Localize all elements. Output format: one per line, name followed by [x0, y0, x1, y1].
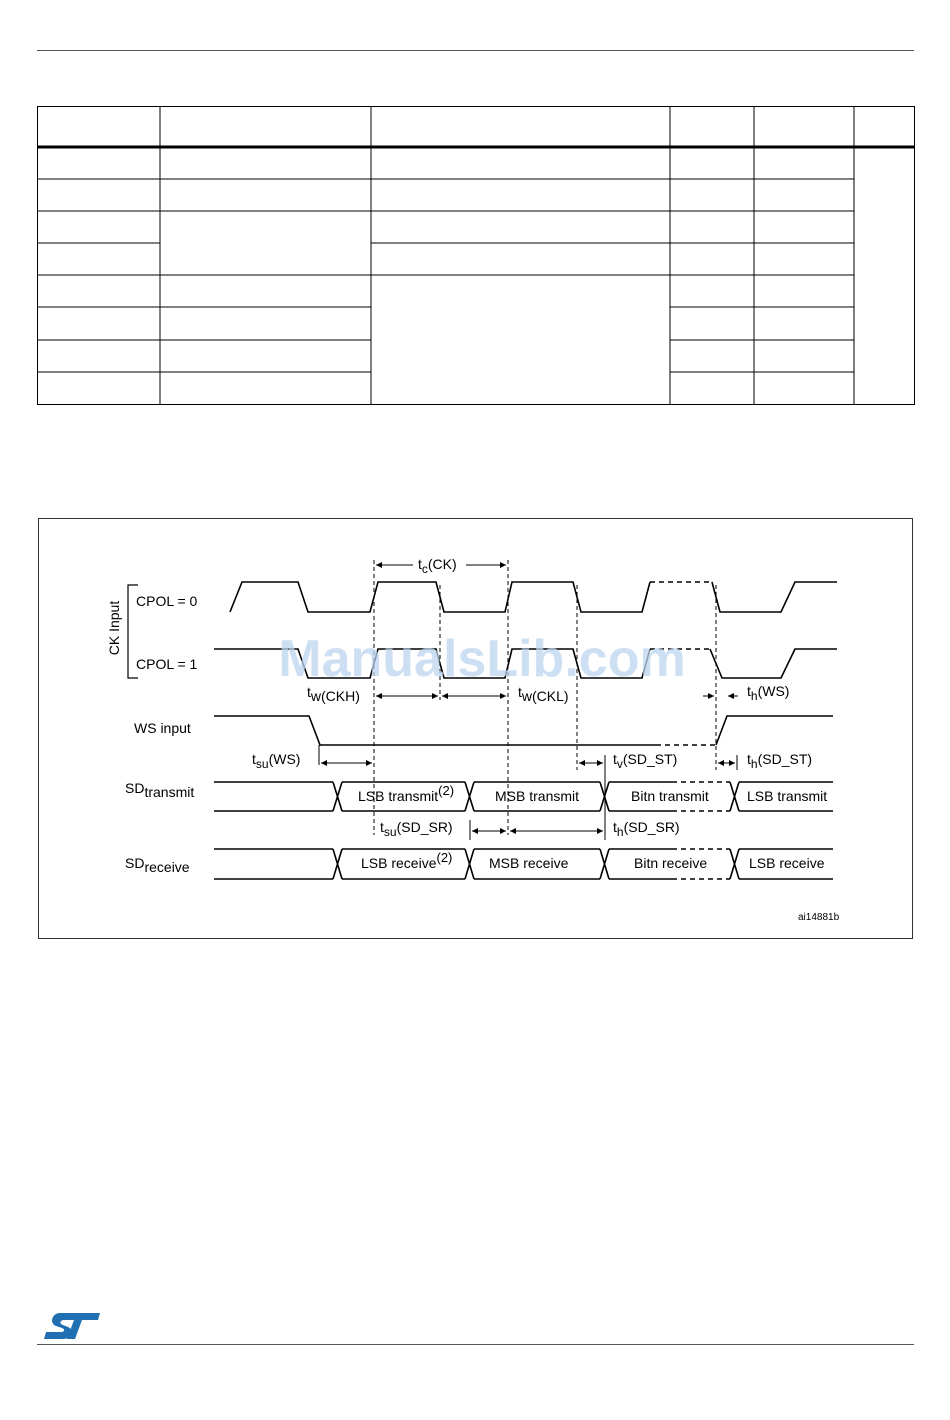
tv-sdst-label: tv(SD_ST) — [613, 751, 678, 771]
ck-input-label: CK Input — [106, 600, 122, 656]
sd-transmit-label: SDtransmit — [125, 780, 195, 800]
figure-id: ai14881b — [798, 912, 840, 923]
cpol1-label: CPOL = 1 — [136, 656, 198, 672]
sd-receive-label: SDreceive — [125, 855, 190, 875]
sdt-bitn-cell: Bitn transmit — [631, 788, 709, 804]
cpol0-label: CPOL = 0 — [136, 593, 198, 609]
tsu-sdsr-label: tsu(SD_SR) — [380, 819, 453, 839]
sdr-bitn-cell: Bitn receive — [634, 855, 708, 871]
sdt-msb-cell: MSB transmit — [495, 788, 580, 804]
watermark: ManualsLib.com — [278, 630, 686, 688]
tc-label: tc(CK) — [418, 556, 457, 576]
th-sdst-label: th(SD_ST) — [747, 751, 813, 771]
sdr-lsb-cell: LSB receive(2) — [361, 850, 453, 871]
timing-diagram — [38, 518, 914, 940]
empty-table — [37, 106, 915, 406]
sdr-lsb2-cell: LSB receive — [749, 855, 825, 871]
tsu-ws-label: tsu(WS) — [252, 751, 301, 771]
table-border — [38, 107, 915, 405]
st-logo-mark — [44, 1313, 100, 1339]
footer-rule — [37, 1344, 914, 1345]
sdt-lsb2-cell: LSB transmit — [747, 788, 828, 804]
sdt-lsb-cell: LSB transmit(2) — [358, 783, 455, 804]
th-sdsr-label: th(SD_SR) — [613, 819, 680, 839]
st-logo — [44, 1311, 102, 1341]
ws-input-label: WS input — [134, 720, 191, 736]
th-ws-label: th(WS) — [747, 683, 790, 703]
header-rule — [37, 50, 914, 51]
sdr-msb-cell: MSB receive — [489, 855, 569, 871]
tw-ckl-label: tw(CKL) — [518, 684, 569, 704]
tw-ckh-label: tw(CKH) — [307, 684, 360, 704]
